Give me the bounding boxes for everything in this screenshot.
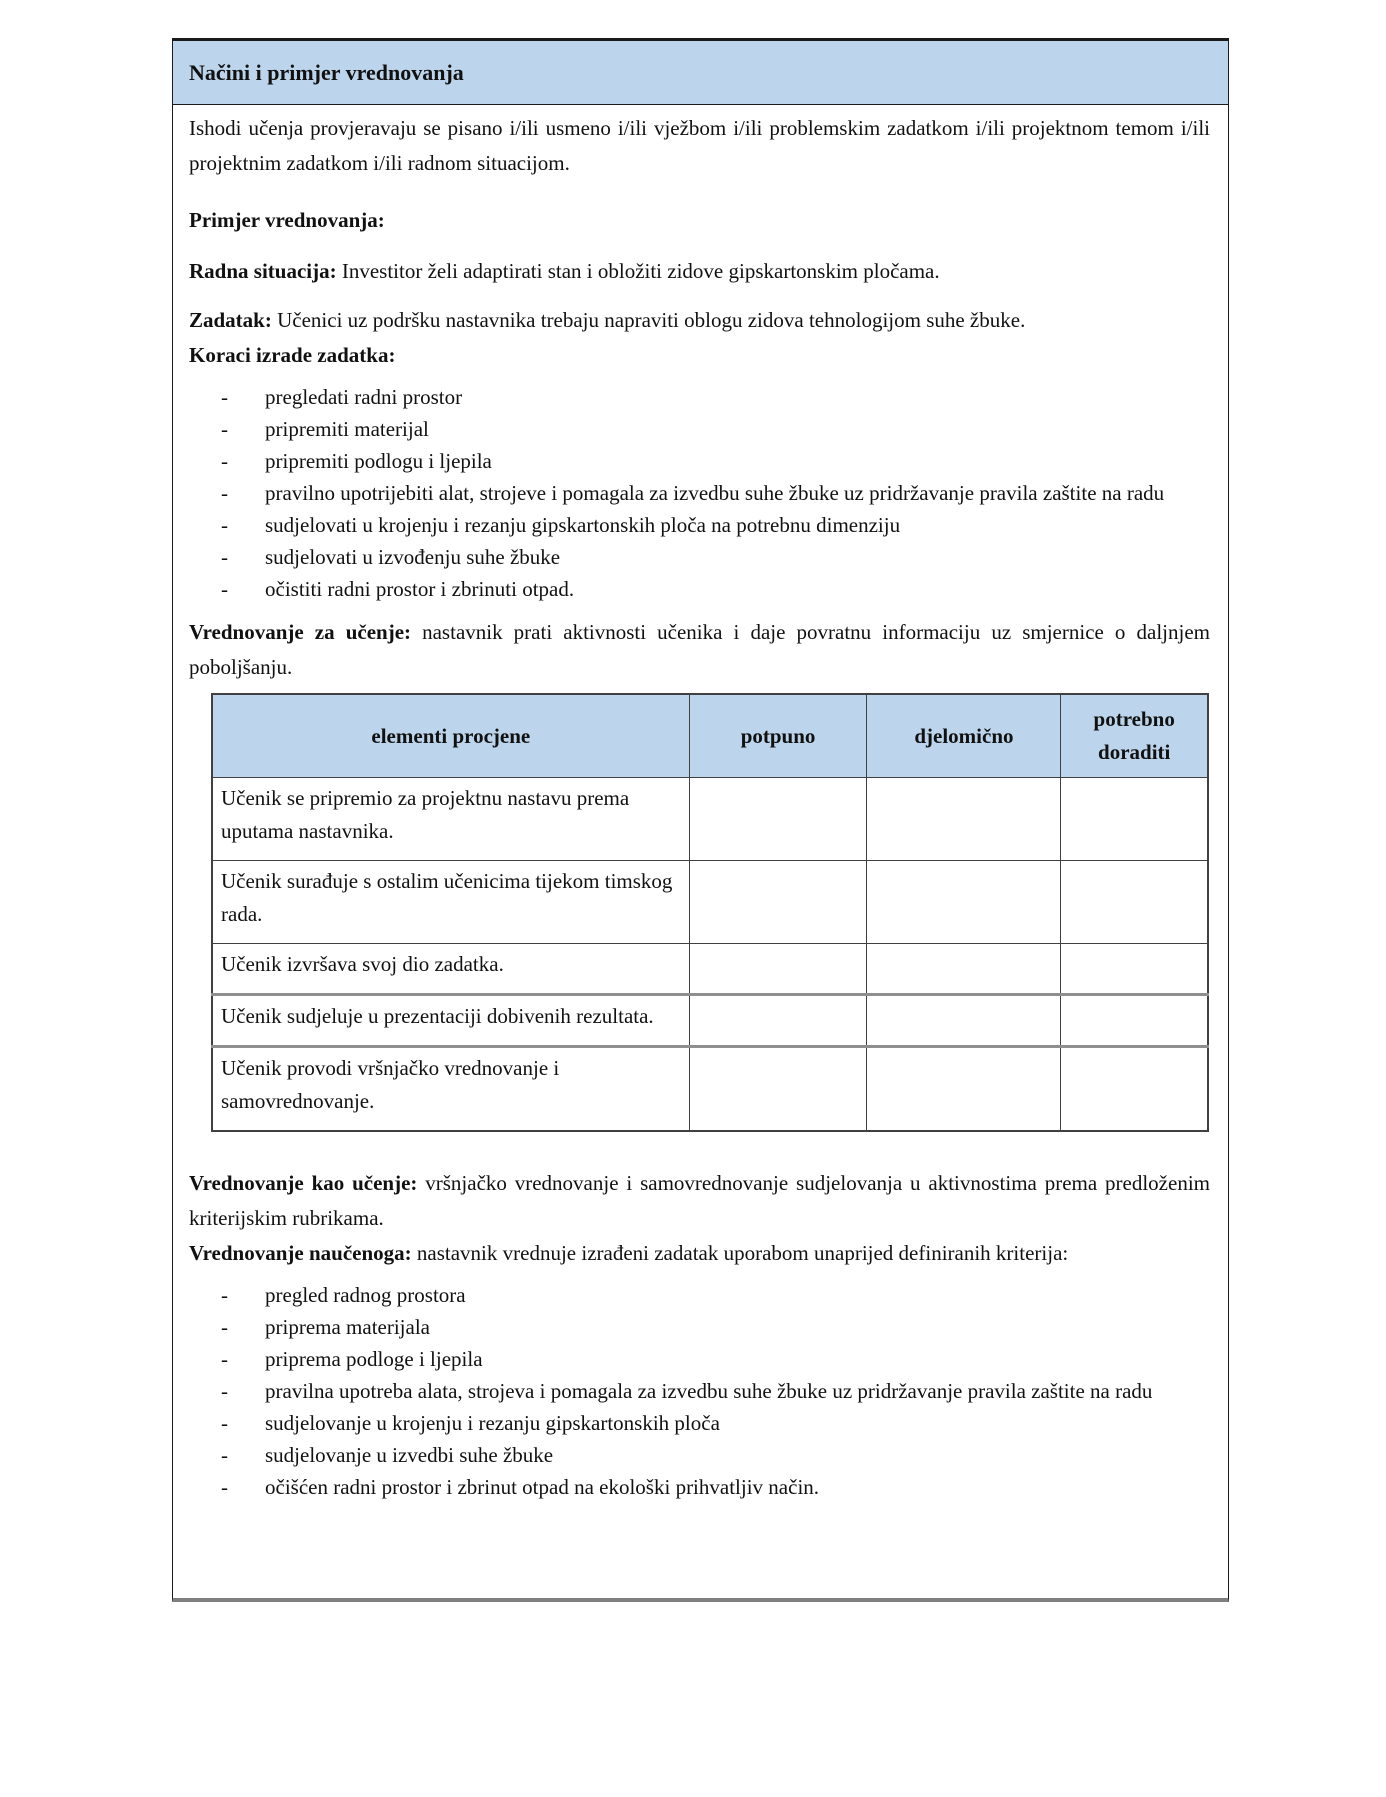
element-procjene-cell: Učenik izvršava svoj dio zadatka.	[212, 944, 689, 995]
potpuno-empty-cell	[689, 778, 867, 861]
koraci-list-item	[189, 509, 1210, 541]
zadatak-block	[189, 303, 1210, 373]
kriteriji-list-item-text: sudjelovanje u krojenju i rezanju gipskartonskih ploča	[265, 1411, 720, 1435]
kriteriji-list	[189, 1279, 1210, 1503]
koraci-list-item-text: očistiti radni prostor i zbrinuti otpad.	[265, 577, 575, 601]
vrednovanje-naucenoga-paragraph	[189, 1236, 1210, 1271]
kriteriji-list-item	[189, 1311, 1210, 1343]
list-dash-marker: -	[221, 417, 228, 441]
kriteriji-list-item	[189, 1407, 1210, 1439]
column-header-elementi-procjene: elementi procjene	[212, 694, 689, 778]
zadatak-text: Učenici uz podršku nastavnika trebaju napraviti oblogu zidova tehnologijom suhe žbuke.	[271, 308, 1026, 332]
koraci-list-item	[189, 573, 1210, 605]
potrebno-doraditi-empty-cell	[1061, 1047, 1208, 1132]
vrednovanje-za-ucenje-text: nastavnik prati aktivnosti učenika i daje povratnu informaciju uz smjernice o daljnjem poboljšanju.	[189, 620, 1210, 679]
table-body	[212, 778, 1208, 1132]
section-body	[173, 111, 1228, 1503]
vrednovanje-za-ucenje-paragraph	[189, 615, 1210, 685]
koraci-list	[189, 381, 1210, 605]
table-header-row	[212, 694, 1208, 778]
vrednovanje-kao-ucenje-label: Vrednovanje kao učenje:	[189, 1171, 418, 1195]
potrebno-doraditi-empty-cell	[1061, 778, 1208, 861]
table-row	[212, 778, 1208, 861]
koraci-list-item-text: pripremiti podlogu i ljepila	[265, 449, 492, 473]
column-header-potpuno: potpuno	[689, 694, 867, 778]
kriteriji-list-item	[189, 1279, 1210, 1311]
kriteriji-list-item-text: pregled radnog prostora	[265, 1283, 466, 1307]
potpuno-empty-cell	[689, 861, 867, 944]
kriteriji-list-item-text: sudjelovanje u izvedbi suhe žbuke	[265, 1443, 554, 1467]
kriteriji-list-item	[189, 1471, 1210, 1503]
table-row	[212, 944, 1208, 995]
potrebno-doraditi-empty-cell	[1061, 995, 1208, 1047]
koraci-list-item-text: sudjelovati u krojenju i rezanju gipskartonskih ploča na potrebnu dimenziju	[265, 513, 901, 537]
koraci-list-item	[189, 541, 1210, 573]
kriteriji-list-item	[189, 1439, 1210, 1471]
djelomicno-empty-cell	[867, 861, 1061, 944]
koraci-list-item-text: pripremiti materijal	[265, 417, 429, 441]
kriteriji-list-item-text: očišćen radni prostor i zbrinut otpad na ekološki prihvatljiv način.	[265, 1475, 820, 1499]
section-title: Načini i primjer vrednovanja	[189, 59, 464, 85]
assessment-rubric-table	[211, 693, 1209, 1132]
table-row	[212, 995, 1208, 1047]
list-dash-marker: -	[221, 1475, 228, 1499]
potpuno-empty-cell	[689, 1047, 867, 1132]
element-procjene-cell: Učenik sudjeluje u prezentaciji dobivenih rezultata.	[212, 995, 689, 1047]
radna-situacija-text: Investitor želi adaptirati stan i obložiti zidove gipskartonskim pločama.	[336, 259, 940, 283]
table-row	[212, 861, 1208, 944]
list-dash-marker: -	[221, 577, 228, 601]
list-dash-marker: -	[221, 449, 228, 473]
intro-paragraph: Ishodi učenja provjeravaju se pisano i/ili usmeno i/ili vježbom i/ili problemskim zadatkom i/ili projektnom temom i/ili projektnim zadatkom i/ili radnom situacijom.	[189, 116, 1210, 175]
table-row	[212, 1047, 1208, 1132]
list-dash-marker: -	[221, 1347, 228, 1371]
list-dash-marker: -	[221, 1379, 228, 1403]
djelomicno-empty-cell	[867, 944, 1061, 995]
koraci-list-item	[189, 413, 1210, 445]
kriteriji-list-item-text: priprema materijala	[265, 1315, 430, 1339]
koraci-list-item-text: pregledati radni prostor	[265, 385, 463, 409]
list-dash-marker: -	[221, 1283, 228, 1307]
zadatak-paragraph	[189, 303, 1210, 338]
potrebno-doraditi-empty-cell	[1061, 861, 1208, 944]
list-dash-marker: -	[221, 1411, 228, 1435]
primjer-vrednovanja-heading: Primjer vrednovanja:	[189, 208, 385, 232]
zadatak-label: Zadatak:	[189, 308, 272, 332]
kriteriji-list-item	[189, 1343, 1210, 1375]
section-header	[173, 41, 1228, 105]
column-header-potrebno-doraditi: potrebno doraditi	[1061, 694, 1208, 778]
djelomicno-empty-cell	[867, 1047, 1061, 1132]
list-dash-marker: -	[221, 481, 228, 505]
element-procjene-cell: Učenik provodi vršnjačko vrednovanje i samovrednovanje.	[212, 1047, 689, 1132]
potpuno-empty-cell	[689, 995, 867, 1047]
vrednovanje-naucenoga-label: Vrednovanje naučenoga:	[189, 1241, 412, 1265]
djelomicno-empty-cell	[867, 995, 1061, 1047]
list-dash-marker: -	[221, 1443, 228, 1467]
koraci-list-item	[189, 445, 1210, 477]
vrednovanje-naucenoga-text: nastavnik vrednuje izrađeni zadatak uporabom unaprijed definiranih kriterija:	[411, 1241, 1069, 1265]
koraci-list-item	[189, 477, 1210, 509]
list-dash-marker: -	[221, 1315, 228, 1339]
list-dash-marker: -	[221, 385, 228, 409]
radna-situacija-paragraph	[189, 254, 1210, 289]
list-dash-marker: -	[221, 545, 228, 569]
kriteriji-list-item-text: pravilna upotreba alata, strojeva i pomagala za izvedbu suhe žbuke uz pridržavanje pravila zaštite na radu	[265, 1379, 1153, 1403]
koraci-list-item	[189, 381, 1210, 413]
koraci-list-item-text: sudjelovati u izvođenju suhe žbuke	[265, 545, 561, 569]
kriteriji-list-item-text: priprema podloge i ljepila	[265, 1347, 483, 1371]
column-header-djelomicno: djelomično	[867, 694, 1061, 778]
vrednovanje-kao-ucenje-paragraph	[189, 1166, 1210, 1236]
evaluation-section-box	[172, 38, 1229, 1602]
kriteriji-list-item	[189, 1375, 1210, 1407]
vrednovanje-za-ucenje-label: Vrednovanje za učenje:	[189, 620, 412, 644]
potrebno-doraditi-empty-cell	[1061, 944, 1208, 995]
radna-situacija-label: Radna situacija:	[189, 259, 337, 283]
vrednovanje-kao-ucenje-text: vršnjačko vrednovanje i samovrednovanje sudjelovanja u aktivnostima prema predloženim kriterijskim rubrikama.	[189, 1171, 1210, 1230]
element-procjene-cell: Učenik se pripremio za projektnu nastavu prema uputama nastavnika.	[212, 778, 689, 861]
koraci-heading: Koraci izrade zadatka:	[189, 343, 396, 367]
potpuno-empty-cell	[689, 944, 867, 995]
element-procjene-cell: Učenik surađuje s ostalim učenicima tijekom timskog rada.	[212, 861, 689, 944]
list-dash-marker: -	[221, 513, 228, 537]
koraci-list-item-text: pravilno upotrijebiti alat, strojeve i pomagala za izvedbu suhe žbuke uz pridržavanje pravila zaštite na radu	[265, 481, 1165, 505]
djelomicno-empty-cell	[867, 778, 1061, 861]
